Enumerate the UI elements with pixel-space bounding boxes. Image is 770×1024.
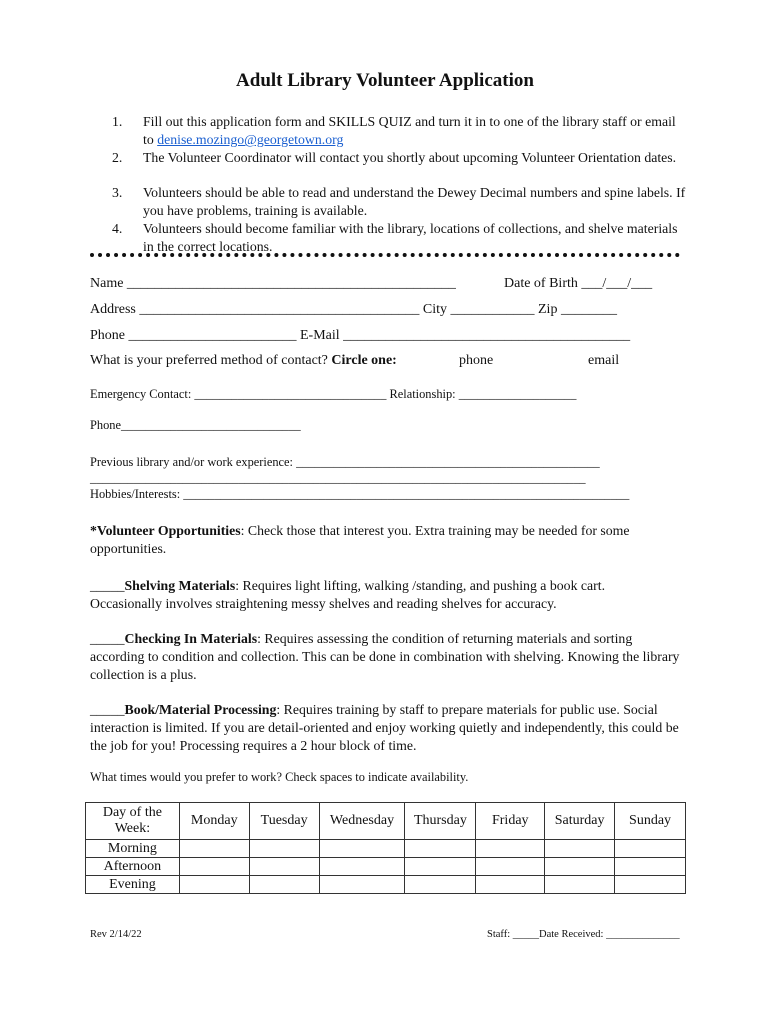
instruction-number: 1. <box>112 114 123 129</box>
row-label-afternoon: Afternoon <box>86 858 180 876</box>
phone-email-field[interactable]: Phone ________________________ E-Mail _________________________________________ <box>90 328 631 343</box>
instruction-text: Volunteers should become familiar with the library, locations of collections, and shelve materials in the correct locations. <box>143 221 678 255</box>
checkbox-blank[interactable]: _____ <box>90 702 125 717</box>
instruction-number: 2. <box>112 150 123 165</box>
availability-cell[interactable] <box>545 840 615 858</box>
opportunity-checking-in <box>90 630 680 685</box>
day-header-thursday: Thursday <box>405 803 476 840</box>
day-header-friday: Friday <box>476 803 545 840</box>
checkbox-blank[interactable]: _____ <box>90 578 125 593</box>
availability-cell[interactable] <box>476 858 545 876</box>
day-header-monday: Monday <box>179 803 249 840</box>
opportunity-name: Shelving Materials <box>124 578 236 593</box>
day-header-saturday: Saturday <box>545 803 615 840</box>
availability-cell[interactable] <box>179 858 249 876</box>
opportunity-name: Checking In Materials <box>124 631 258 646</box>
instruction-text: Fill out this application form and SKILLS QUIZ and turn it in to one of the library staff or email to <box>143 114 676 148</box>
instruction-text: Volunteers should be able to read and understand the Dewey Decimal numbers and spine labels. If you have problems, training is available. <box>143 185 686 219</box>
checkbox-blank[interactable]: _____ <box>90 631 125 646</box>
emergency-contact-field[interactable]: Emergency Contact: _______________________________ Relationship: ___________________ <box>90 387 577 401</box>
availability-cell[interactable] <box>545 858 615 876</box>
contact-option-phone[interactable]: phone <box>459 353 494 368</box>
availability-table <box>85 802 686 894</box>
staff-date-received: Staff: _____Date Received: ______________ <box>487 929 680 940</box>
day-of-week-header: Day of the Week: <box>86 803 180 840</box>
name-field[interactable]: Name _______________________________________________ <box>90 276 456 291</box>
availability-cell[interactable] <box>545 876 615 894</box>
availability-cell[interactable] <box>319 840 405 858</box>
availability-cell[interactable] <box>476 840 545 858</box>
instruction-2 <box>112 149 687 167</box>
availability-cell[interactable] <box>615 840 686 858</box>
address-field[interactable]: Address ________________________________________ City ____________ Zip ________ <box>90 302 617 317</box>
availability-cell[interactable] <box>249 876 319 894</box>
contact-method-question <box>90 353 397 369</box>
day-header-sunday: Sunday <box>615 803 686 840</box>
dob-field[interactable]: Date of Birth ___/___/___ <box>504 276 653 291</box>
previous-experience-field[interactable]: Previous library and/or work experience: _________________________________________________ <box>90 455 600 469</box>
availability-cell[interactable] <box>615 858 686 876</box>
emergency-phone-field[interactable]: Phone_____________________________ <box>90 418 301 432</box>
row-label-evening: Evening <box>86 876 180 894</box>
availability-cell[interactable] <box>249 840 319 858</box>
circle-one-label: Circle one: <box>331 353 397 368</box>
contact-option-email[interactable]: email <box>588 353 620 368</box>
dotted-divider <box>90 253 680 257</box>
contact-method-label: What is your preferred method of contact? <box>90 353 328 368</box>
availability-cell[interactable] <box>319 876 405 894</box>
availability-cell[interactable] <box>405 876 476 894</box>
instruction-number: 3. <box>112 185 123 200</box>
opportunity-desc: : Requires assessing the condition of returning materials and sorting according to condition and collection. This can be done in combination with shelving. Knowing the library collection is a plus. <box>90 631 680 683</box>
availability-cell[interactable] <box>405 858 476 876</box>
opportunities-intro-text: : Check those that interest you. Extra training may be needed for some opportunities. <box>90 523 630 557</box>
availability-cell[interactable] <box>405 840 476 858</box>
availability-cell[interactable] <box>476 876 545 894</box>
table-row-afternoon <box>86 858 686 876</box>
opportunity-processing <box>90 701 680 756</box>
table-row-morning <box>86 840 686 858</box>
instruction-3 <box>112 184 687 220</box>
availability-cell[interactable] <box>249 858 319 876</box>
availability-prompt: What times would you prefer to work? Check spaces to indicate availability. <box>90 770 469 784</box>
coordinator-email-link[interactable]: denise.mozingo@georgetown.org <box>157 132 344 148</box>
availability-cell[interactable] <box>615 876 686 894</box>
day-header-wednesday: Wednesday <box>319 803 405 840</box>
instruction-1 <box>112 113 687 149</box>
instruction-number: 4. <box>112 221 123 236</box>
opportunities-heading: *Volunteer Opportunities <box>90 523 241 538</box>
row-label-morning: Morning <box>86 840 180 858</box>
instruction-4 <box>112 220 687 256</box>
opportunity-name: Book/Material Processing <box>124 702 277 717</box>
page-title: Adult Library Volunteer Application <box>236 70 534 91</box>
previous-experience-line-2[interactable]: ________________________________________________________________________________ <box>90 471 586 485</box>
opportunity-desc: : Requires training by staff to prepare materials for public use. Social interaction is limited. If you are detail-oriented and enjoy working quietly and independently, this could be the job for you! Processing requires a 2 hour block of time. <box>90 702 679 754</box>
hobbies-field[interactable]: Hobbies/Interests: ________________________________________________________________________ <box>90 487 630 501</box>
availability-cell[interactable] <box>179 840 249 858</box>
revision-date: Rev 2/14/22 <box>90 929 142 940</box>
day-header-tuesday: Tuesday <box>249 803 319 840</box>
opportunity-shelving <box>90 577 680 613</box>
opportunity-desc: : Requires light lifting, walking /standing, and pushing a book cart. Occasionally involves straightening messy shelves and reading shelves for accuracy. <box>90 578 606 612</box>
opportunities-intro <box>90 522 680 558</box>
table-row-evening <box>86 876 686 894</box>
availability-cell[interactable] <box>319 858 405 876</box>
table-header-row <box>86 803 686 840</box>
instruction-text: The Volunteer Coordinator will contact you shortly about upcoming Volunteer Orientation dates. <box>143 150 677 165</box>
availability-cell[interactable] <box>179 876 249 894</box>
